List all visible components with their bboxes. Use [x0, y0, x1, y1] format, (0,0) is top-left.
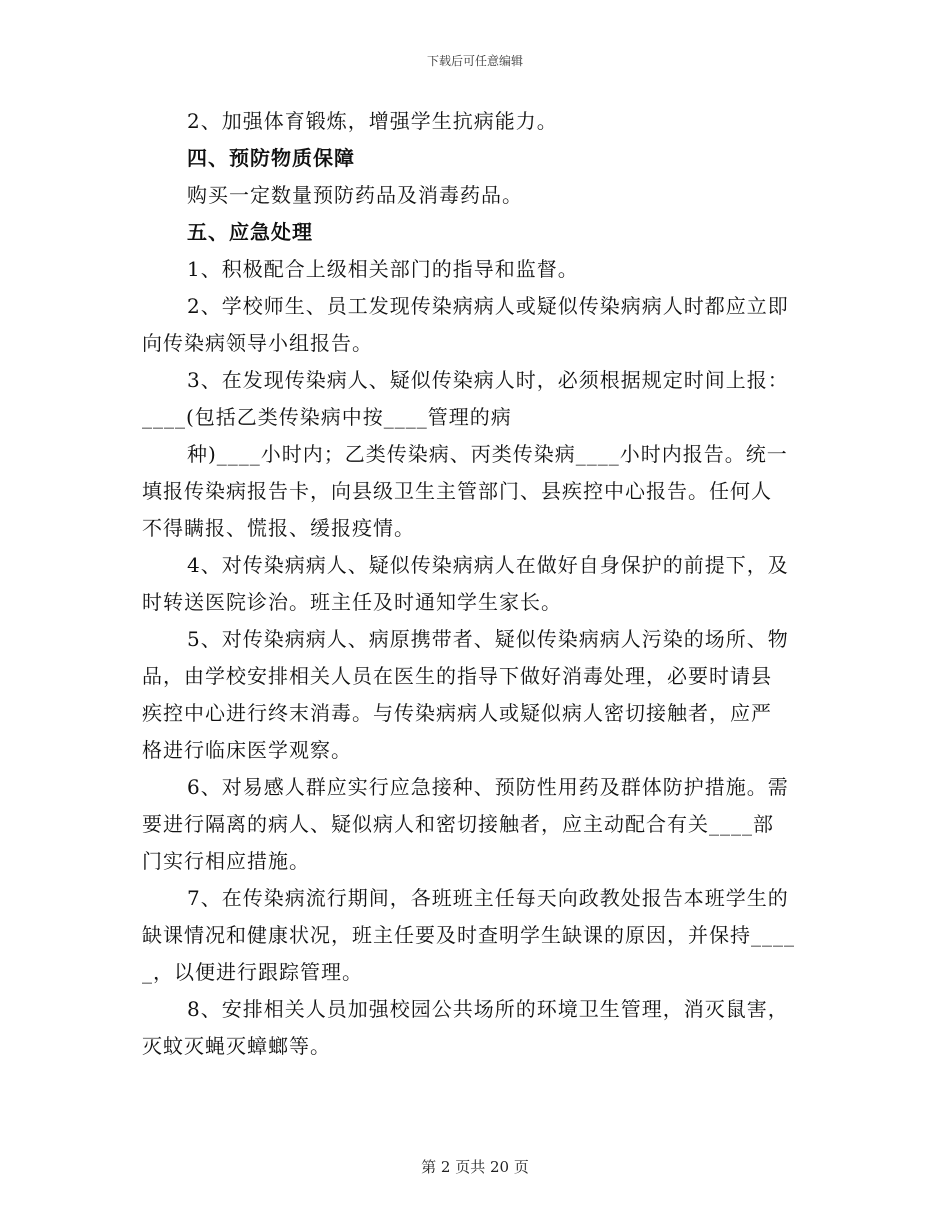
paragraph-line: 格进行临床医学观察。: [142, 738, 352, 762]
paragraph-line: 缺课情况和健康状况，班主任要及时查明学生缺课的原因，并保持____: [142, 923, 795, 947]
paragraph-line: 品，由学校安排相关人员在医生的指导下做好消毒处理，必要时请县: [142, 664, 772, 688]
paragraph-line: 要进行隔离的病人、疑似病人和密切接触者，应主动配合有关____部: [142, 812, 774, 836]
page-number: 第 2 页共 20 页: [421, 1158, 529, 1176]
paragraph-line: 8、安排相关人员加强校园公共场所的环境卫生管理，消灭鼠害，: [187, 997, 789, 1021]
paragraph-line: 6、对易感人群应实行应急接种、预防性用药及群体防护措施。需: [187, 775, 789, 799]
paragraph-line: 不得瞒报、慌报、缓报疫情。: [142, 516, 415, 540]
paragraph-line: _，以便进行跟踪管理。: [142, 960, 363, 984]
paragraph-line: 2、学校师生、员工发现传染病病人或疑似传染病病人时都应立即: [187, 294, 789, 318]
paragraph-line: 1、积极配合上级相关部门的指导和监督。: [187, 257, 579, 281]
paragraph-line: 灭蚊灭蝇灭蟑螂等。: [142, 1034, 331, 1058]
paragraph-line: 7、在传染病流行期间，各班班主任每天向政教处报告本班学生的: [187, 886, 789, 910]
paragraph-line: ____(包括乙类传染病中按____管理的病: [142, 405, 512, 429]
section-heading: 五、应急处理: [187, 220, 313, 244]
paragraph-line: 填报传染病报告卡，向县级卫生主管部门、县疾控中心报告。任何人: [142, 479, 772, 503]
paragraph-line: 4、对传染病病人、疑似传染病病人在做好自身保护的前提下，及: [187, 553, 789, 577]
paragraph-line: 向传染病领导小组报告。: [142, 331, 373, 355]
paragraph-line: 3、在发现传染病人、疑似传染病人时，必须根据规定时间上报：: [187, 368, 789, 392]
header-note: 下载后可任意编辑: [426, 54, 523, 68]
paragraph-line: 5、对传染病病人、病原携带者、疑似传染病病人污染的场所、物: [187, 627, 789, 651]
paragraph-line: 种)____小时内；乙类传染病、丙类传染病____小时内报告。统一: [187, 442, 788, 466]
paragraph-line: 门实行相应措施。: [142, 849, 310, 873]
paragraph-line: 2、加强体育锻炼，增强学生抗病能力。: [187, 109, 558, 133]
section-heading: 四、预防物质保障: [187, 146, 355, 170]
paragraph-line: 购买一定数量预防药品及消毒药品。: [187, 183, 523, 207]
document-body: [142, 103, 812, 1065]
paragraph-line: 疾控中心进行终末消毒。与传染病病人或疑似病人密切接触者，应严: [142, 701, 772, 725]
paragraph-line: 时转送医院诊治。班主任及时通知学生家长。: [142, 590, 562, 614]
